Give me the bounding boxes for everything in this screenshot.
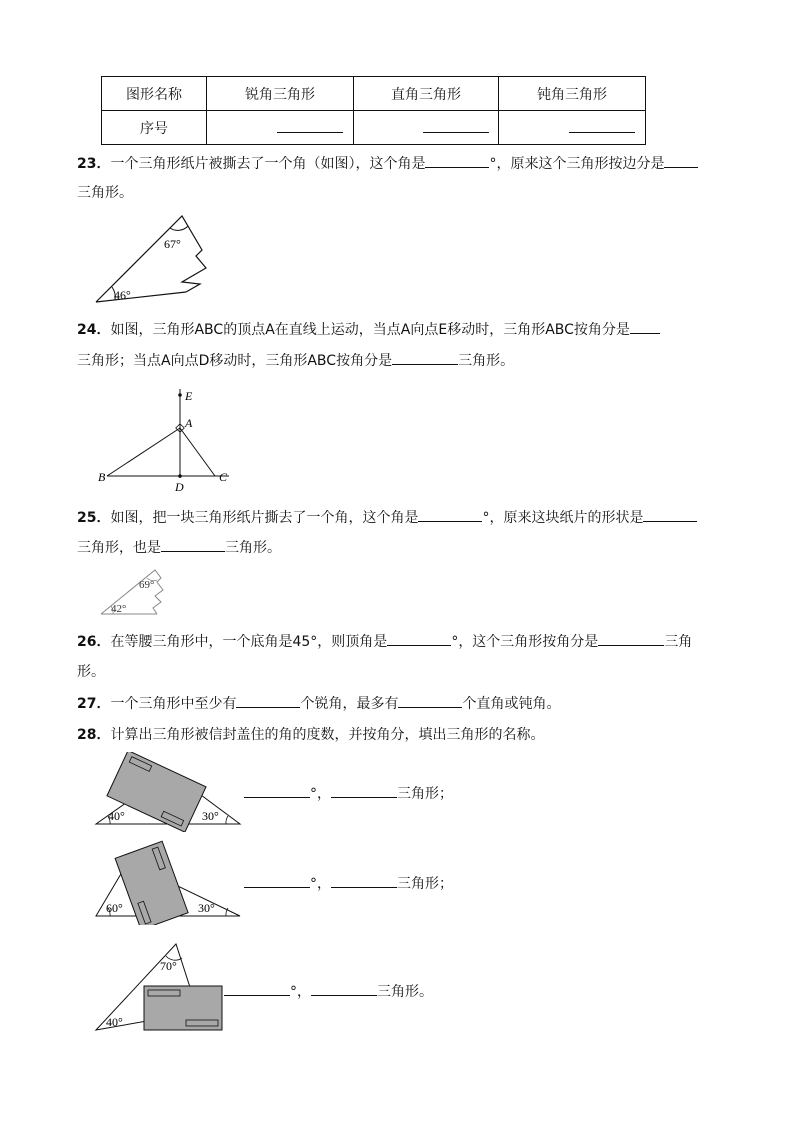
angle-label: 30° (202, 809, 219, 823)
question-text: °，这个三角形按角分是 (451, 634, 599, 650)
q25-line2 (77, 537, 281, 558)
q28-fig2-answer (244, 873, 453, 894)
question-text: 三角形。 (225, 540, 281, 556)
question-number: 27． (77, 696, 111, 712)
answer-blank[interactable] (392, 350, 458, 365)
question-number: 24． (77, 322, 111, 338)
answer-blank[interactable] (425, 153, 489, 168)
q28-envelope-figure-2 (90, 840, 250, 925)
question-text: 三角形； (397, 786, 453, 802)
table-header-cell: 锐角三角形 (207, 77, 354, 111)
angle-label: 60° (106, 901, 123, 915)
point-label-b: B (98, 470, 106, 484)
angle-label: 70° (160, 959, 177, 973)
answer-blank[interactable] (398, 693, 462, 708)
q23-line2 (77, 183, 133, 203)
table-row-label: 序号 (102, 111, 207, 145)
point-label-e: E (185, 389, 193, 403)
angle-label: 30° (198, 901, 215, 915)
q28-envelope-figure-3 (92, 940, 232, 1035)
question-text: 如图，三角形ABC的顶点A在直线上运动，当点A向点E移动时，三角形ABC按角分是 (110, 322, 630, 338)
table-header-cell: 钝角三角形 (499, 77, 646, 111)
answer-blank[interactable] (664, 153, 698, 168)
answer-blank[interactable] (643, 507, 697, 522)
angle-label: 46° (114, 288, 131, 302)
answer-blank-cell[interactable] (207, 111, 354, 145)
q26-line1 (77, 631, 692, 652)
q28-fig1-answer (244, 783, 453, 804)
question-text: 个锐角，最多有 (300, 696, 399, 712)
q28-fig3-answer (224, 981, 433, 1002)
question-text: 在等腰三角形中，一个底角是45°，则顶角是 (110, 634, 388, 650)
answer-blank-cell[interactable] (354, 111, 499, 145)
answer-blank[interactable] (161, 537, 225, 552)
point-label-a: A (185, 416, 193, 430)
q28-line1 (77, 725, 544, 745)
point-label-d: D (175, 480, 184, 494)
question-text: 一个三角形纸片被撕去了一个角（如图），这个角是 (110, 156, 426, 172)
question-text: 三角 (664, 634, 693, 650)
q24-moving-vertex-figure (95, 385, 245, 495)
question-text: °， (290, 984, 311, 1000)
q23-line1 (77, 153, 698, 174)
q26-line2 (77, 662, 105, 682)
question-number: 23． (77, 156, 111, 172)
question-text: °，原来这个三角形按边分是 (489, 156, 665, 172)
question-text: 计算出三角形被信封盖住的角的度数，并按角分，填出三角形的名称。 (110, 727, 545, 743)
q24-line2 (77, 350, 514, 371)
table-header-row (102, 77, 646, 111)
answer-blank[interactable] (630, 319, 660, 334)
question-text: 三角形； (397, 876, 453, 892)
question-text: 三角形；当点A向点D移动时，三角形ABC按角分是 (77, 353, 393, 369)
question-text: 如图，把一块三角形纸片撕去了一个角，这个角是 (110, 510, 419, 526)
question-number: 25． (77, 510, 111, 526)
table-header-cell: 直角三角形 (354, 77, 499, 111)
answer-blank[interactable] (418, 507, 482, 522)
q25-line1 (77, 507, 697, 528)
angle-label: 42° (111, 603, 127, 615)
angle-label: 69° (139, 579, 155, 591)
answer-blank[interactable] (331, 783, 397, 798)
answer-blank[interactable] (331, 873, 397, 888)
answer-blank[interactable] (244, 783, 310, 798)
q24-line1 (77, 319, 660, 340)
question-text: 个直角或钝角。 (462, 696, 561, 712)
answer-blank[interactable] (598, 631, 664, 646)
q28-envelope-figure-1 (90, 752, 250, 832)
question-text: 三角形。 (458, 353, 515, 369)
question-text: °， (310, 876, 331, 892)
question-text: 三角形。 (77, 185, 133, 201)
q25-torn-triangle-figure (95, 562, 175, 620)
question-text: °， (310, 786, 331, 802)
table-row (102, 111, 646, 145)
question-text: 形。 (77, 664, 105, 680)
answer-blank[interactable] (236, 693, 300, 708)
angle-label: 40° (106, 1015, 123, 1029)
angle-label: 67° (164, 237, 181, 251)
question-number: 26． (77, 634, 111, 650)
question-number: 28． (77, 727, 111, 743)
question-text: °，原来这块纸片的形状是 (482, 510, 644, 526)
q23-torn-triangle-figure (90, 210, 220, 310)
question-text: 三角形，也是 (77, 540, 161, 556)
classification-table (101, 76, 646, 145)
table-header-cell: 图形名称 (102, 77, 207, 111)
q27-line1 (77, 693, 560, 714)
answer-blank[interactable] (244, 873, 310, 888)
angle-label: 40° (108, 809, 125, 823)
question-text: 一个三角形中至少有 (110, 696, 237, 712)
answer-blank[interactable] (224, 981, 290, 996)
answer-blank[interactable] (387, 631, 451, 646)
answer-blank[interactable] (311, 981, 377, 996)
question-text: 三角形。 (377, 984, 433, 1000)
point-label-c: C (219, 470, 228, 484)
answer-blank-cell[interactable] (499, 111, 646, 145)
